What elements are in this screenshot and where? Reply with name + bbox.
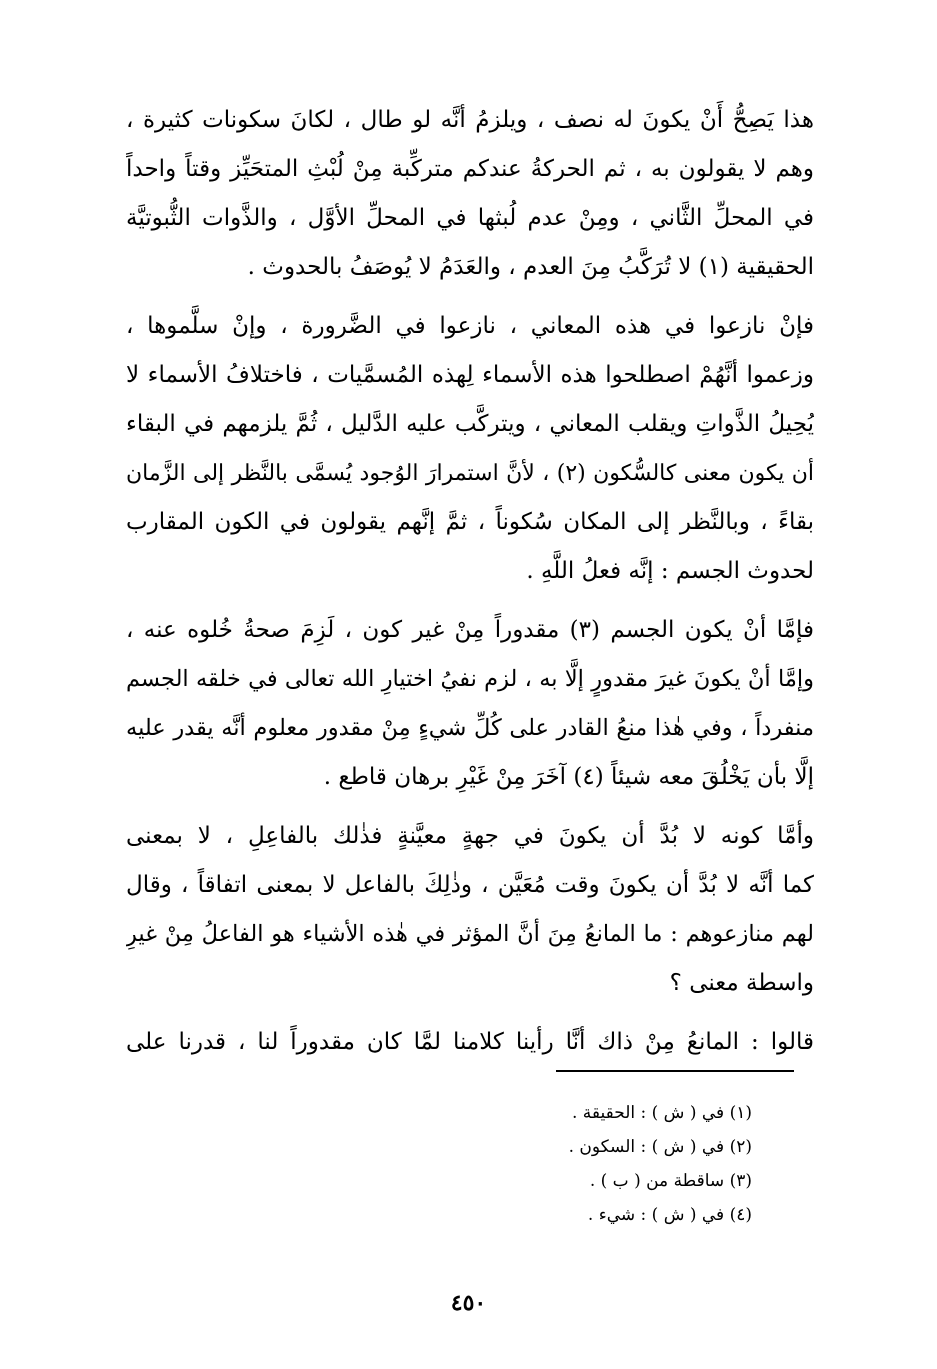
text-line: هذا يَصِحُّ أَنْ يكونَ له نصف ، ويلزمُ أنَّه لو طال ، لكانَ سكونات كثيرة ، [126, 107, 814, 133]
text-line: وهم لا يقولون به ، ثم الحركةُ عندكم متركِّبة مِنْ لُبْثِ المتحَيِّز وقتاً واحداً [126, 156, 814, 182]
footnote-divider [556, 1070, 794, 1072]
paragraph-3 [126, 606, 814, 802]
paragraph-1 [126, 96, 814, 292]
paragraph-4 [126, 812, 814, 1008]
text-line: أن يكون معنى كالسُّكون (٢) ، لأنَّ استمرارَ الوُجود يُسمَّى بالنَّظر إلى الزَّمان [126, 461, 814, 486]
paragraph-5 [126, 1018, 814, 1067]
text-line: منفرداً ، وفي هٰذا منعُ القادر على كُلِّ شيءٍ مِنْ مقدور معلوم أنَّه يقدر عليه [126, 715, 814, 741]
text-line: لهم منازعوهم : ما المانعُ مِنَ أنَّ المؤثر في هٰذه الأشياء هو الفاعلُ مِنْ غيرِ [126, 921, 814, 947]
footnote: (٢) في ( ش ) : السكون . [568, 1137, 752, 1157]
text-line: يُحِيلُ الذَّواتِ ويقلب المعاني ، ويتركَّب عليه الدَّليل ، ثُمَّ يلزمهم في البقاء [126, 411, 814, 437]
text-line: في المحلِّ الثَّاني ، ومِنْ عدم لُبثها في المحلِّ الأوَّل ، والذَّوات الثُّبوتيَّة [126, 205, 814, 231]
footnotes [480, 1096, 752, 1232]
text-line: قالوا : المانعُ مِنْ ذاك أنَّا رأينا كلامنا لمَّا كان مقدوراً لنا ، قدرنا على [126, 1029, 814, 1055]
text-line: لحدوث الجسم : إنَّه فعلُ اللَّهِ . [526, 558, 814, 584]
footnote: (٤) في ( ش ) : شيء . [587, 1205, 752, 1225]
page-number: ٤٥٠ [450, 1290, 487, 1316]
paragraph-2 [126, 302, 814, 596]
text-line: وزعموا أنَّهُمْ اصطلحوا هذه الأسماء لِهذه المُسمَّيات ، فاختلافُ الأسماء لا [126, 362, 814, 388]
footnote: (٣) ساقطة من ( ب ) . [589, 1171, 752, 1191]
text-line: الحقيقية (١) لا تُرَكَّبُ مِنَ العدم ، والعَدَمُ لا يُوصَفُ بالحدوث . [247, 254, 814, 280]
text-line: فإمَّا أنْ يكون الجسم (٣) مقدوراً مِنْ غير كون ، لَزِمَ صحةُ خُلوه عنه ، [126, 617, 814, 643]
text-line: كما أنَّه لا بُدَّ أن يكونَ وقت مُعَيَّن ، وذٰلِكَ بالفاعل لا بمعنى اتفاقاً ، وقال [126, 872, 814, 898]
footnote: (١) في ( ش ) : الحقيقة . [571, 1103, 752, 1123]
text-line: وإمَّا أنْ يكونَ غيرَ مقدورٍ إلَّا به ، لزم نفيُ اختيارِ الله تعالى في خلقه الجسم [126, 666, 814, 692]
main-text [126, 96, 814, 1067]
text-line: واسطة معنى ؟ [669, 970, 814, 996]
text-line: إلَّا بأن يَخْلُقَ معه شيئاً (٤) آخَرَ مِنْ غَيْرِ برهان قاطع . [323, 764, 814, 790]
text-line: فإنْ نازعوا في هذه المعاني ، نازعوا في الضَّرورة ، وإنْ سلَّموها ، [126, 313, 814, 339]
text-line: وأمَّا كونه لا بُدَّ أن يكونَ في جهةٍ معيَّنةٍ فذٰلك بالفاعِلِ ، لا بمعنى [126, 823, 814, 849]
text-line: بقاءً ، وبالنَّظر إلى المكان سُكوناً ، ثمَّ إنَّهم يقولون في الكون المقارب [126, 509, 814, 535]
